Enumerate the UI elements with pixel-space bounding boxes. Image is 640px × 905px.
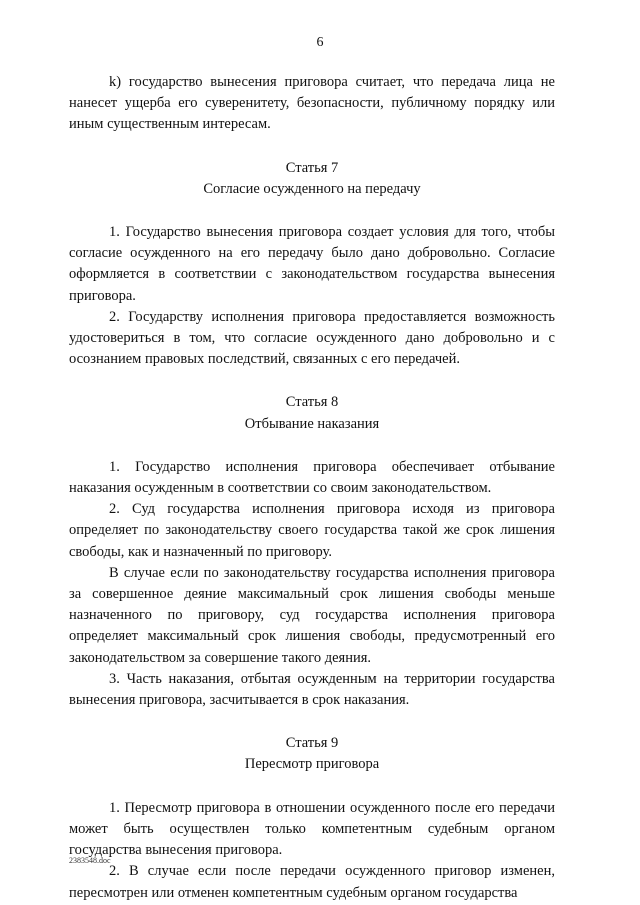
article-8-paragraph: 2. Суд государства исполнения приговора исходя из приговора определяет по законодательству своего государства такой же срок лишения свободы, как и назначенный по приговору. [69,501,555,560]
document-body [69,72,555,904]
article-8-paragraph: В случае если по законодательству государства исполнения приговора за совершенное деяние максимальный срок лишения свободы меньше назначенного по приговору, суд государства исполнения приговора определяет максимальный срок лишения свободы, предусмотренный его законодательством за совершение такого деяния. [69,564,555,666]
article-7-title: Согласие осужденного на передачу [203,180,421,197]
intro-paragraph: k) государство вынесения приговора считает, что передача лица не нанесет ущерба его суверенитету, безопасности, публичному порядку или иным существенным интересам. [69,74,555,133]
article-7-paragraph: 1. Государство вынесения приговора создает условия для того, чтобы согласие осужденного на его передачу было дано добровольно. Согласие оформляется в соответствии с законодательством государства вынесения приговора. [69,224,555,304]
article-9-paragraph: 2. В случае если после передачи осужденного приговор изменен, пересмотрен или отменен компетентным судебным органом государства [69,863,555,901]
article-7-number: Статья 7 [285,159,339,176]
article-9 [69,733,555,903]
article-7-paragraph: 2. Государству исполнения приговора предоставляется возможность удостовериться в том, что согласие осужденного дано добровольно и с осознанием правовых последствий, связанных с его передачей. [69,308,555,368]
article-9-number: Статья 9 [285,735,339,752]
page-number: 6 [316,35,324,50]
article-7 [69,158,555,371]
article-8-number: Статья 8 [285,394,339,411]
article-8-paragraph: 1. Государство исполнения приговора обеспечивает отбывание наказания осужденным в соответствии со своим законодательством. [69,458,555,497]
article-8-title: Отбывание наказания [244,415,380,432]
article-9-paragraph: 1. Пересмотр приговора в отношении осужденного после его передачи может быть осуществлен только компетентным судебным органом государства вынесения приговора. [69,799,555,859]
article-9-title: Пересмотр приговора [244,756,380,773]
footer-filename: 2383548.doc [69,856,111,865]
article-8 [69,392,555,711]
article-8-paragraph: 3. Часть наказания, отбытая осужденным на территории государства вынесения приговора, засчитывается в срок наказания. [69,670,555,709]
